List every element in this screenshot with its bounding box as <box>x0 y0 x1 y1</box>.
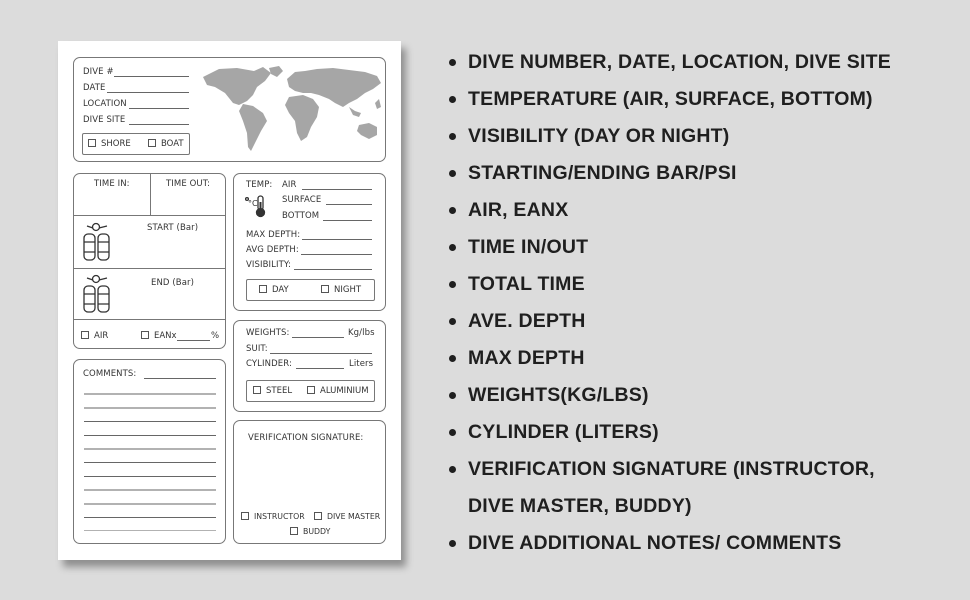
bottom-temp-line[interactable] <box>323 220 372 221</box>
feature-item: TOTAL TIME <box>448 266 891 303</box>
liters-label: Liters <box>349 359 374 369</box>
date-line[interactable] <box>107 92 189 93</box>
max-depth-label: MAX DEPTH: <box>246 230 301 240</box>
feature-item: AVE. DEPTH <box>448 303 891 340</box>
air-temp-line[interactable] <box>302 189 372 190</box>
buddy-checkbox[interactable] <box>290 527 298 535</box>
air-temp-label: AIR <box>282 180 297 190</box>
aluminium-checkbox[interactable] <box>307 386 315 394</box>
feature-item: STARTING/ENDING BAR/PSI <box>448 155 891 192</box>
visibility-line[interactable] <box>294 269 372 270</box>
avg-depth-label: AVG DEPTH: <box>246 245 299 255</box>
suit-label: SUIT: <box>246 344 268 354</box>
dive-master-checkbox[interactable] <box>314 512 322 520</box>
eanx-checkbox[interactable] <box>141 331 149 339</box>
conditions-section <box>233 173 386 311</box>
comments-label: COMMENTS: <box>83 369 137 379</box>
entry-type-frame <box>82 133 190 155</box>
boat-option[interactable]: BOAT <box>148 139 184 149</box>
dive-number-line[interactable] <box>114 76 189 77</box>
shore-checkbox[interactable] <box>88 139 96 147</box>
comments-lines[interactable] <box>84 381 216 531</box>
aluminium-option[interactable]: ALUMINIUM <box>307 386 369 396</box>
time-row-divider <box>74 215 225 216</box>
dive-master-option[interactable]: DIVE MASTER <box>314 512 380 521</box>
dive-log-page <box>58 41 401 560</box>
air-option[interactable]: AIR <box>81 331 108 341</box>
air-checkbox[interactable] <box>81 331 89 339</box>
surface-temp-label: SURFACE <box>282 195 322 205</box>
location-label: LOCATION <box>83 99 127 109</box>
boat-checkbox[interactable] <box>148 139 156 147</box>
end-row-divider <box>74 319 225 320</box>
surface-temp-line[interactable] <box>326 204 372 205</box>
steel-checkbox[interactable] <box>253 386 261 394</box>
comments-first-line[interactable] <box>144 378 216 379</box>
day-option[interactable]: DAY <box>259 285 289 295</box>
feature-list <box>448 44 891 562</box>
start-bar-label: START (Bar) <box>147 223 199 233</box>
feature-item: MAX DEPTH <box>448 340 891 377</box>
eanx-percent-line[interactable] <box>177 340 210 341</box>
world-map-icon <box>199 63 385 158</box>
time-divider <box>150 174 151 215</box>
night-option[interactable]: NIGHT <box>321 285 361 295</box>
dive-site-line[interactable] <box>129 124 189 125</box>
max-depth-line[interactable] <box>302 239 372 240</box>
celsius-label: °C <box>248 199 258 208</box>
location-line[interactable] <box>129 108 189 109</box>
end-bar-label: END (Bar) <box>151 278 195 288</box>
day-night-frame <box>246 279 375 301</box>
gear-section <box>233 320 386 412</box>
dive-site-label: DIVE SITE <box>83 115 126 125</box>
time-out-label: TIME OUT: <box>166 179 211 189</box>
feature-item: VERIFICATION SIGNATURE (INSTRUCTOR, <box>448 451 891 488</box>
avg-depth-line[interactable] <box>301 254 372 255</box>
cylinder-label: CYLINDER: <box>246 359 292 369</box>
feature-item: AIR, EANX <box>448 192 891 229</box>
feature-item: VISIBILITY (DAY OR NIGHT) <box>448 118 891 155</box>
date-label: DATE <box>83 83 106 93</box>
weights-unit-label: Kg/lbs <box>348 328 375 338</box>
temp-label: TEMP: <box>246 180 273 190</box>
instructor-checkbox[interactable] <box>241 512 249 520</box>
feature-item: DIVE ADDITIONAL NOTES/ COMMENTS <box>448 525 891 562</box>
dive-header-section <box>73 57 386 162</box>
signature-area[interactable] <box>244 449 377 509</box>
end-tank-icon <box>81 274 113 314</box>
thermometer-icon <box>244 194 268 218</box>
feature-item: TEMPERATURE (AIR, SURFACE, BOTTOM) <box>448 81 891 118</box>
weights-label: WEIGHTS: <box>246 328 290 338</box>
feature-item-continuation: DIVE MASTER, BUDDY) <box>468 495 692 517</box>
percent-label: % <box>211 331 220 341</box>
buddy-option[interactable]: BUDDY <box>290 527 330 536</box>
steel-option[interactable]: STEEL <box>253 386 292 396</box>
dive-number-label: DIVE # <box>83 67 114 77</box>
shore-option[interactable]: SHORE <box>88 139 131 149</box>
eanx-option[interactable]: EANx <box>141 331 177 341</box>
night-checkbox[interactable] <box>321 285 329 293</box>
cylinder-line[interactable] <box>296 368 344 369</box>
verification-title: VERIFICATION SIGNATURE: <box>248 433 364 443</box>
feature-item: CYLINDER (LITERS) <box>448 414 891 451</box>
feature-item: DIVE NUMBER, DATE, LOCATION, DIVE SITE <box>448 44 891 81</box>
feature-item: WEIGHTS(KG/LBS) <box>448 377 891 414</box>
time-pressure-section <box>73 173 226 349</box>
visibility-label: VISIBILITY: <box>246 260 292 270</box>
time-in-label: TIME IN: <box>94 179 130 189</box>
start-row-divider <box>74 268 225 269</box>
suit-line[interactable] <box>270 353 372 354</box>
bottom-temp-label: BOTTOM <box>282 211 320 221</box>
day-checkbox[interactable] <box>259 285 267 293</box>
weights-line[interactable] <box>292 337 344 338</box>
start-tank-icon <box>81 222 113 262</box>
feature-item: TIME IN/OUT <box>448 229 891 266</box>
comments-section <box>73 359 226 544</box>
cylinder-material-frame <box>246 380 375 402</box>
verification-section <box>233 420 386 544</box>
instructor-option[interactable]: INSTRUCTOR <box>241 512 305 521</box>
